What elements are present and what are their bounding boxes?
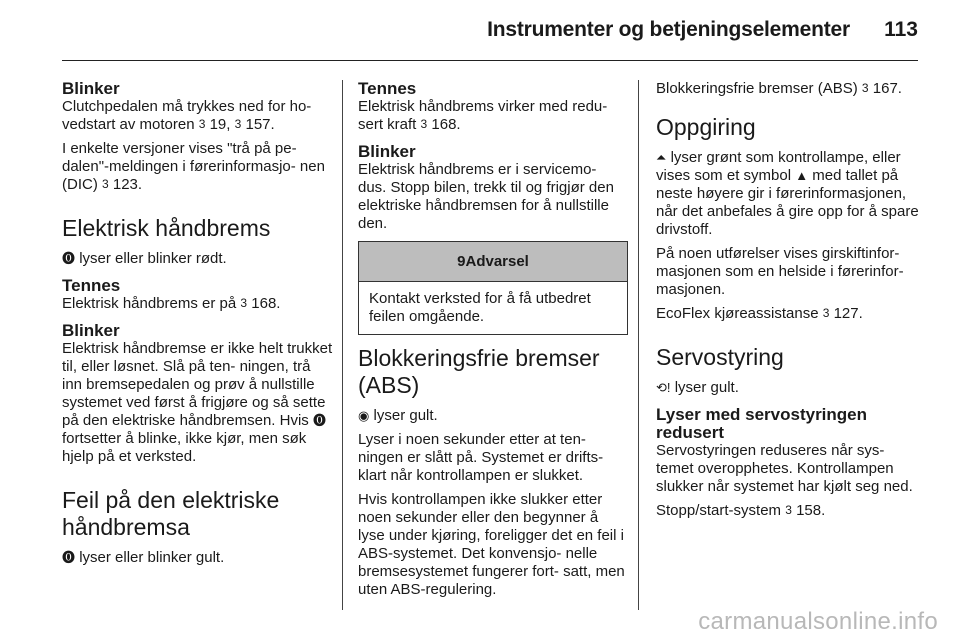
section-heading: Lyser med servostyringen redusert — [656, 405, 868, 442]
ref-arrow-icon: 3 — [102, 177, 109, 191]
page-header — [0, 0, 960, 60]
page-ref[interactable]: 123. — [112, 176, 143, 193]
section-heading: Tennes — [62, 276, 121, 295]
paragraph: Lyser i noen sekunder etter at ten- ningen er slått på. Systemet er drifts- klart når kontrollampen er slukket. — [358, 431, 604, 484]
paragraph: På noen utførelser vises girskiftinfor- masjonen som en helside i førerinfor- masjonen. — [656, 245, 904, 298]
triangle-up-icon: ▲ — [795, 168, 809, 183]
ref-arrow-icon: 3 — [785, 503, 792, 517]
section-heading: Tennes — [358, 79, 417, 98]
warning-text: Kontakt verksted for å få utbedret feilen omgående. — [369, 290, 591, 325]
section-title: Elektrisk håndbrems — [62, 215, 271, 241]
warning-header — [359, 242, 627, 282]
paragraph — [656, 305, 926, 323]
column-divider — [342, 80, 343, 610]
paragraph — [62, 295, 334, 313]
ref-arrow-icon: 3 — [822, 306, 830, 320]
section-title: Feil på den elektriske håndbremsa — [62, 487, 280, 540]
paragraph — [656, 379, 926, 397]
paragraph: Elektrisk håndbrems er i servicemo- dus. Stopp bilen, trekk til og frigjør den elektriske håndbremsen for å nullstille den. — [358, 161, 614, 232]
paragraph-text: fortsetter å blinke, ikke kjør, men søk hjelp på et verksted. — [62, 430, 307, 465]
page-ref[interactable]: 168. — [251, 295, 281, 312]
paragraph-text: EcoFlex kjøreassistanse — [656, 305, 819, 322]
warning-title: Advarsel — [465, 253, 529, 270]
column-3 — [656, 80, 926, 526]
paragraph — [358, 407, 628, 425]
paragraph-text: lyser eller blinker rødt. — [79, 250, 227, 267]
header-title: Instrumenter og betjeningselementer — [487, 18, 850, 41]
paragraph: Servostyringen reduseres når sys- temet overopphetes. Kontrollampen slukker når systemet har kjølt seg ned. — [656, 442, 913, 495]
section-title: Servostyring — [656, 344, 784, 370]
abs-icon: ◉ — [358, 408, 370, 423]
column-1 — [62, 80, 334, 573]
header-rule — [62, 60, 918, 61]
warning-box — [358, 241, 628, 335]
page-ref[interactable]: 168. — [431, 116, 461, 133]
paragraph — [656, 149, 926, 239]
paragraph-text: lyser grønt som kontrollampe, eller vises som et symbol — [656, 149, 901, 184]
power-steering-icon: ⟲! — [656, 380, 671, 395]
paragraph-text: Elektrisk håndbremse er ikke helt trukket til, eller løsnet. Slå på ten- ningen, trå inn bremsepedalen og prøv å nullstille systemet ved først å frigjøre og så sette på den elektriske håndbremsen. Hvis — [62, 340, 333, 429]
paragraph — [358, 98, 628, 134]
section-title: Blokkeringsfrie bremser (ABS) — [358, 345, 600, 398]
paragraph-text: med tallet på neste høyere gir i førerinformasjonen, når det anbefales å gire opp for å spare drivstoff. — [656, 167, 919, 238]
paragraph: Hvis kontrollampen ikke slukker etter noen sekunder eller den begynner å lyse under kjøring, foreligger det en feil i ABS-systemet. Det konvensjo- nelle bremsesystemet fungerer fort- satt, men uten ABS-regulering. — [358, 491, 625, 598]
parking-brake-fault-icon: ⓿ — [62, 550, 76, 565]
ref-arrow-icon: 3 — [198, 117, 206, 131]
section-heading: Blinker — [62, 79, 120, 98]
page-ref[interactable]: 158. — [796, 502, 826, 519]
ref-arrow-icon: 3 — [240, 296, 248, 310]
paragraph — [656, 80, 926, 98]
paragraph — [62, 250, 334, 268]
paragraph-text: Elektrisk håndbrems virker med redu- sert kraft — [358, 98, 608, 133]
paragraph-text: Blokkeringsfrie bremser (ABS) — [656, 80, 858, 97]
page-number: 113 — [884, 18, 918, 41]
paragraph — [62, 140, 334, 194]
paragraph-text: Clutchpedalen må trykkes ned for ho- vedstart av motoren — [62, 98, 312, 133]
paragraph-text: lyser eller blinker gult. — [79, 549, 225, 566]
section-title: Oppgiring — [656, 114, 756, 140]
paragraph-text: lyser gult. — [674, 379, 739, 396]
watermark: carmanualsonline.info — [698, 608, 938, 635]
paragraph — [62, 98, 334, 134]
paragraph — [62, 549, 334, 567]
paragraph-text: Stopp/start-system — [656, 502, 782, 519]
parking-brake-icon: ⓿ — [312, 413, 326, 428]
page-ref[interactable]: 157. — [245, 116, 275, 133]
paragraph — [656, 502, 926, 520]
ref-arrow-icon: 3 — [420, 117, 428, 131]
section-heading: Blinker — [358, 142, 416, 161]
paragraph-text: I enkelte versjoner vises "trå på pe- dalen"-meldingen i førerinformasjo- nen (DIC) — [62, 140, 325, 193]
paragraph-text: Elektrisk håndbrems er på — [62, 295, 237, 312]
page-ref[interactable]: 127. — [833, 305, 863, 322]
column-2 — [358, 80, 628, 605]
paragraph-text: lyser gult. — [373, 407, 438, 424]
parking-brake-icon: ⓿ — [62, 251, 76, 266]
page-ref[interactable]: 167. — [872, 80, 902, 97]
warning-icon: 9 — [457, 253, 466, 270]
paragraph — [62, 340, 334, 466]
column-divider — [638, 80, 639, 610]
ref-arrow-icon: 3 — [234, 117, 242, 131]
ref-arrow-icon: 3 — [861, 81, 869, 95]
upshift-icon: ⏶ — [656, 150, 667, 165]
section-heading: Blinker — [62, 321, 120, 340]
page-ref[interactable]: 19, — [209, 116, 231, 133]
